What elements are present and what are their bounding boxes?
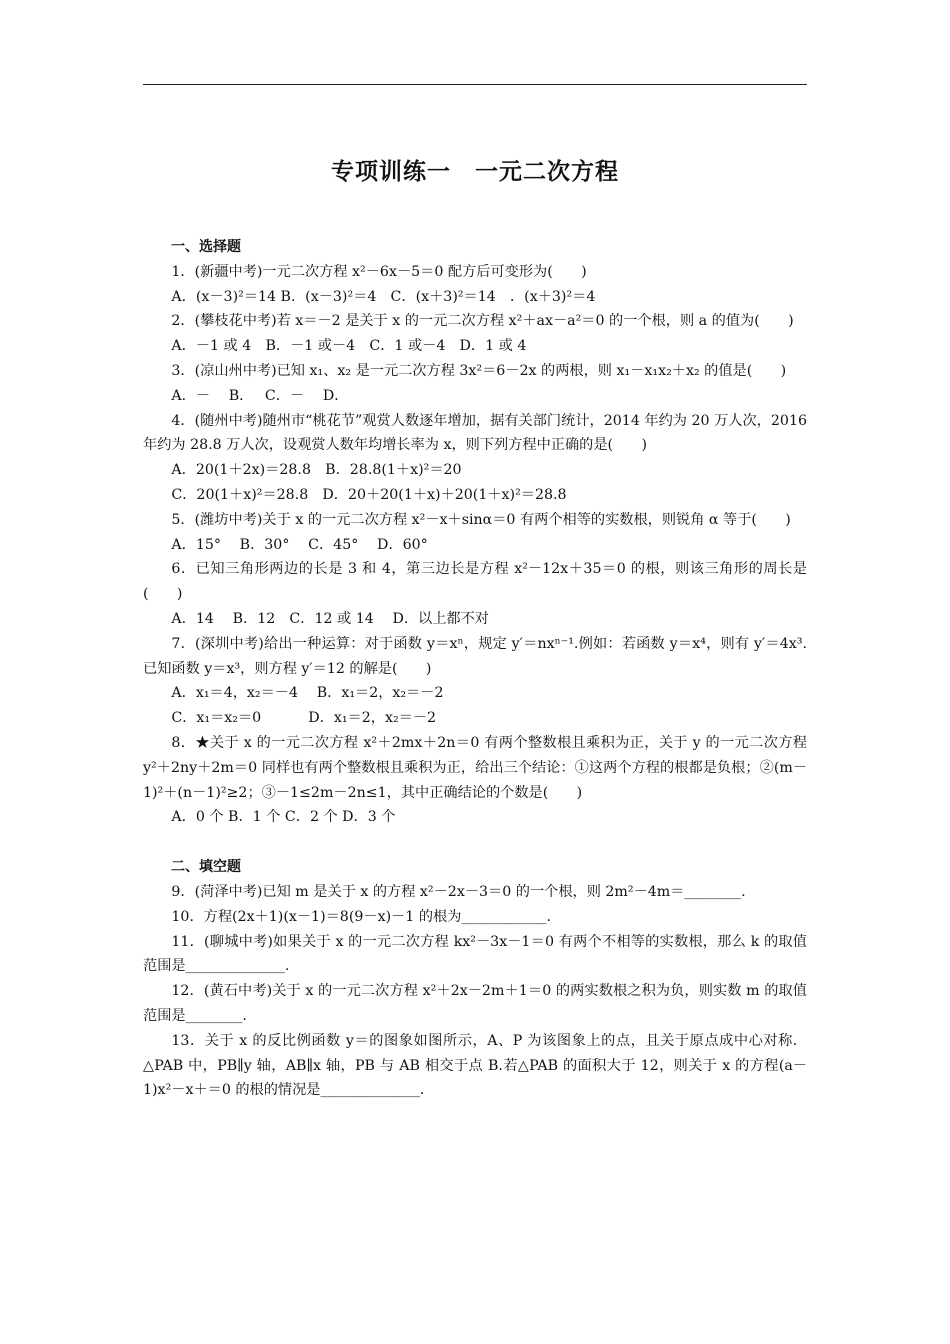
answer-options: A．14 B．12 C．12 或 14 D．以上都不对	[171, 610, 489, 627]
section-heading: 一、选择题	[171, 239, 241, 255]
question-text: 9．(菏泽中考)已知 m 是关于 x 的方程 x²－2x－3＝0 的一个根，则 2m²－4m＝________.	[171, 883, 746, 900]
answer-options: A．x₁＝4，x₂＝－4 B．x₁＝2，x₂＝－2	[171, 685, 444, 702]
answer-options: A．－ B． C．－ D．	[171, 387, 349, 404]
question-text: 1．(新疆中考)一元二次方程 x²－6x－5＝0 配方后可变形为( )	[171, 263, 587, 280]
question-text: 2．(攀枝花中考)若 x＝－2 是关于 x 的一元二次方程 x²＋ax－a²＝0 的一个根，则 a 的值为( )	[171, 313, 794, 330]
question-text: 12．(黄石中考)关于 x 的一元二次方程 x²＋2x－2m＋1＝0 的两实数根之积为负，则实数 m 的取值范围是________.	[143, 983, 807, 1024]
page-title: 专项训练一 一元二次方程	[331, 159, 619, 185]
answer-options: A．20(1＋2x)＝28.8 B．28.8(1＋x)²＝20	[171, 462, 462, 479]
answer-options: C．x₁＝x₂＝0 D．x₁＝2，x₂＝－2	[171, 710, 437, 727]
question-text: 3．(凉山州中考)已知 x₁、x₂ 是一元二次方程 3x²＝6－2x 的两根，则 x₁－x₁x₂＋x₂ 的值是( )	[171, 362, 787, 379]
answer-options: C．20(1＋x)²＝28.8 D．20＋20(1＋x)＋20(1＋x)²＝28.8	[171, 486, 567, 503]
question-text: 4．(随州中考)随州市“桃花节”观赏人数逐年增加，据有关部门统计，2014 年约为 20 万人次，2016 年约为 28.8 万人次，设观赏人数年均增长率为 x，则下列方程中正确的是( )	[143, 412, 807, 454]
question-text: 7．(深圳中考)给出一种运算：对于函数 y＝xⁿ，规定 y′＝nxⁿ⁻¹.例如：若函数 y＝x⁴，则有 y′＝4x³.已知函数 y＝x³，则方程 y′＝12 的解是( )	[143, 635, 807, 677]
section-gap	[143, 830, 807, 855]
answer-options: A．0 个 B．1 个 C．2 个 D．3 个	[171, 809, 396, 826]
question-text: 8．★关于 x 的一元二次方程 x²＋2mx＋2n＝0 有两个整数根且乘积为正，关于 y 的一元二次方程 y²＋2ny＋2m＝0 同样也有两个整数根且乘积为正，给出三个结论：①这两个方程的根都是负根；②(m－1)²＋(n－1)²≥2；③－1≤2m－2n≤1，其中正确结论的个数是( )	[143, 734, 807, 801]
answer-options: A．15° B．30° C．45° D．60°	[171, 536, 428, 553]
header-rule	[143, 84, 807, 85]
section-heading: 二、填空题	[171, 859, 241, 876]
answer-options: A．(x－3)²＝14 B．(x－3)²＝4 C．(x＋3)²＝14 ．(x＋3)²＝4	[171, 288, 596, 305]
document-body	[143, 235, 807, 1103]
question-text: 13．关于 x 的反比例函数 y＝的图象如图所示，A、P 为该图象上的点，且关于原点成中心对称．△PAB 中，PB∥y 轴，AB∥x 轴，PB 与 AB 相交于点 B.若△PAB 的面积大于 12，则关于 x 的方程(a－1)x²－x＋＝0 的根的情况是______________.	[143, 1032, 807, 1099]
question-text: 11．(聊城中考)如果关于 x 的一元二次方程 kx²－3x－1＝0 有两个不相等的实数根，那么 k 的取值范围是______________.	[143, 933, 807, 975]
question-text: 5．(潍坊中考)关于 x 的一元二次方程 x²－x＋sinα＝0 有两个相等的实数根，则锐角 α 等于( )	[171, 511, 791, 528]
answer-options: A．－1 或 4 B．－1 或－4 C．1 或－4 D．1 或 4	[171, 338, 527, 355]
question-text: 6．已知三角形两边的长是 3 和 4，第三边长是方程 x²－12x＋35＝0 的根，则该三角形的周长是( )	[143, 561, 807, 603]
question-text: 10．方程(2x＋1)(x－1)＝8(9－x)－1 的根为____________.	[171, 908, 552, 925]
